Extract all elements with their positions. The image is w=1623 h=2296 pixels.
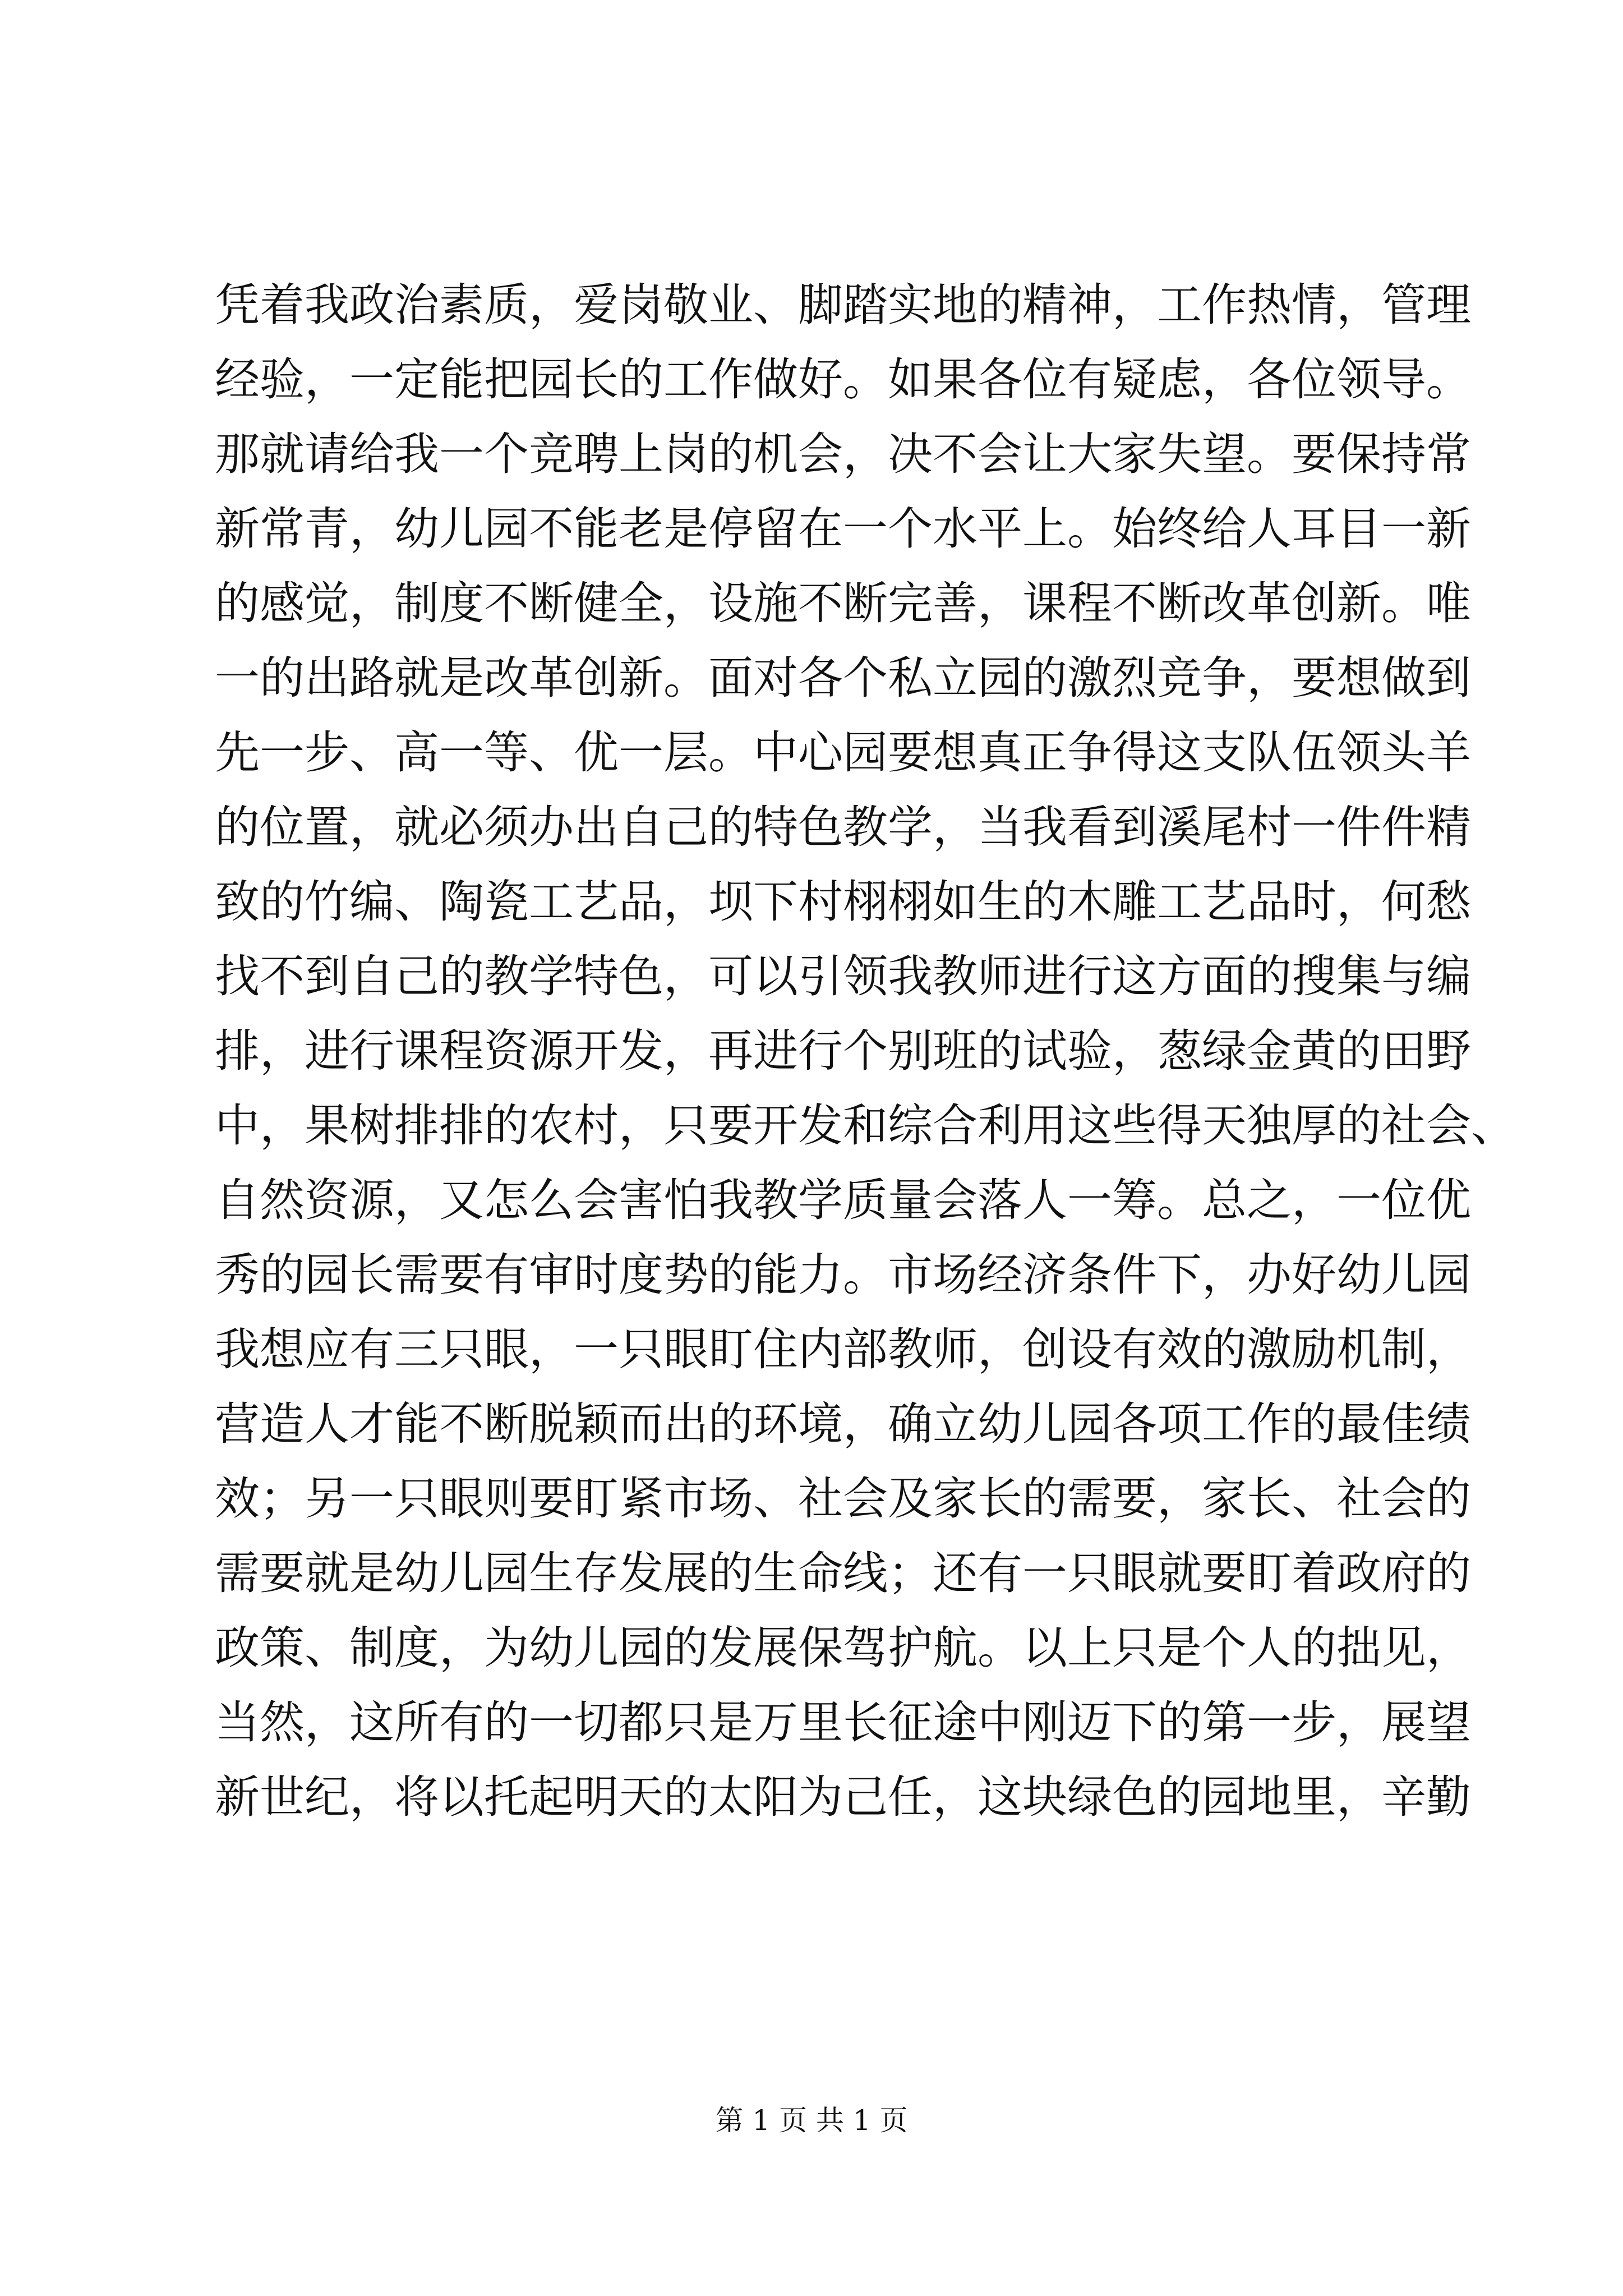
text-line-12: 中，果树排排的农村，只要开发和综合利用这些得天独厚的社会、 [215, 1099, 1516, 1152]
text-line-9: 致的竹编、陶瓷工艺品，坝下村栩栩如生的木雕工艺品时，何愁 [215, 876, 1471, 928]
text-line-14: 秀的园长需要有审时度势的能力。市场经济条件下，办好幼儿园 [215, 1249, 1471, 1301]
text-line-17: 效；另一只眼则要盯紧市场、社会及家长的需要，家长、社会的 [215, 1473, 1471, 1525]
text-line-7: 先一步、高一等、优一层。中心园要想真正争得这支队伍领头羊 [215, 726, 1471, 779]
text-line-13: 自然资源，又怎么会害怕我教学质量会落人一筹。总之，一位优 [215, 1174, 1471, 1226]
text-line-1: 凭着我政治素质，爱岗敬业、脚踏实地的精神，工作热情，管理 [215, 279, 1471, 331]
text-line-8: 的位置，就必须办出自己的特色教学，当我看到溪尾村一件件精 [215, 801, 1471, 853]
text-line-15: 我想应有三只眼，一只眼盯住内部教师，创设有效的激励机制， [215, 1323, 1471, 1375]
page-footer: 第 1 页 共 1 页 [715, 2104, 908, 2137]
text-line-6: 一的出路就是改革创新。面对各个私立园的激烈竞争，要想做到 [215, 652, 1471, 704]
text-line-3: 那就请给我一个竞聘上岗的机会，决不会让大家失望。要保持常 [215, 428, 1471, 480]
text-line-21: 新世纪，将以托起明天的太阳为己任，这块绿色的园地里，辛勤 [215, 1771, 1471, 1823]
text-line-10: 找不到自己的教学特色，可以引领我教师进行这方面的搜集与编 [215, 950, 1471, 1002]
text-line-11: 排，进行课程资源开发，再进行个别班的试验，葱绿金黄的田野 [215, 1025, 1471, 1077]
text-line-16: 营造人才能不断脱颖而出的环境，确立幼儿园各项工作的最佳绩 [215, 1398, 1471, 1450]
text-line-19: 政策、制度，为幼儿园的发展保驾护航。以上只是个人的拙见， [215, 1622, 1471, 1674]
body-text [215, 268, 1516, 1834]
text-line-4: 新常青，幼儿园不能老是停留在一个水平上。始终给人耳目一新 [215, 503, 1471, 555]
text-line-5: 的感觉，制度不断健全，设施不断完善，课程不断改革创新。唯 [215, 577, 1471, 629]
text-line-20: 当然，这所有的一切都只是万里长征途中刚迈下的第一步，展望 [215, 1696, 1471, 1749]
text-line-18: 需要就是幼儿园生存发展的生命线；还有一只眼就要盯着政府的 [215, 1547, 1471, 1599]
text-line-2: 经验，一定能把园长的工作做好。如果各位有疑虑，各位领导。 [215, 353, 1471, 406]
